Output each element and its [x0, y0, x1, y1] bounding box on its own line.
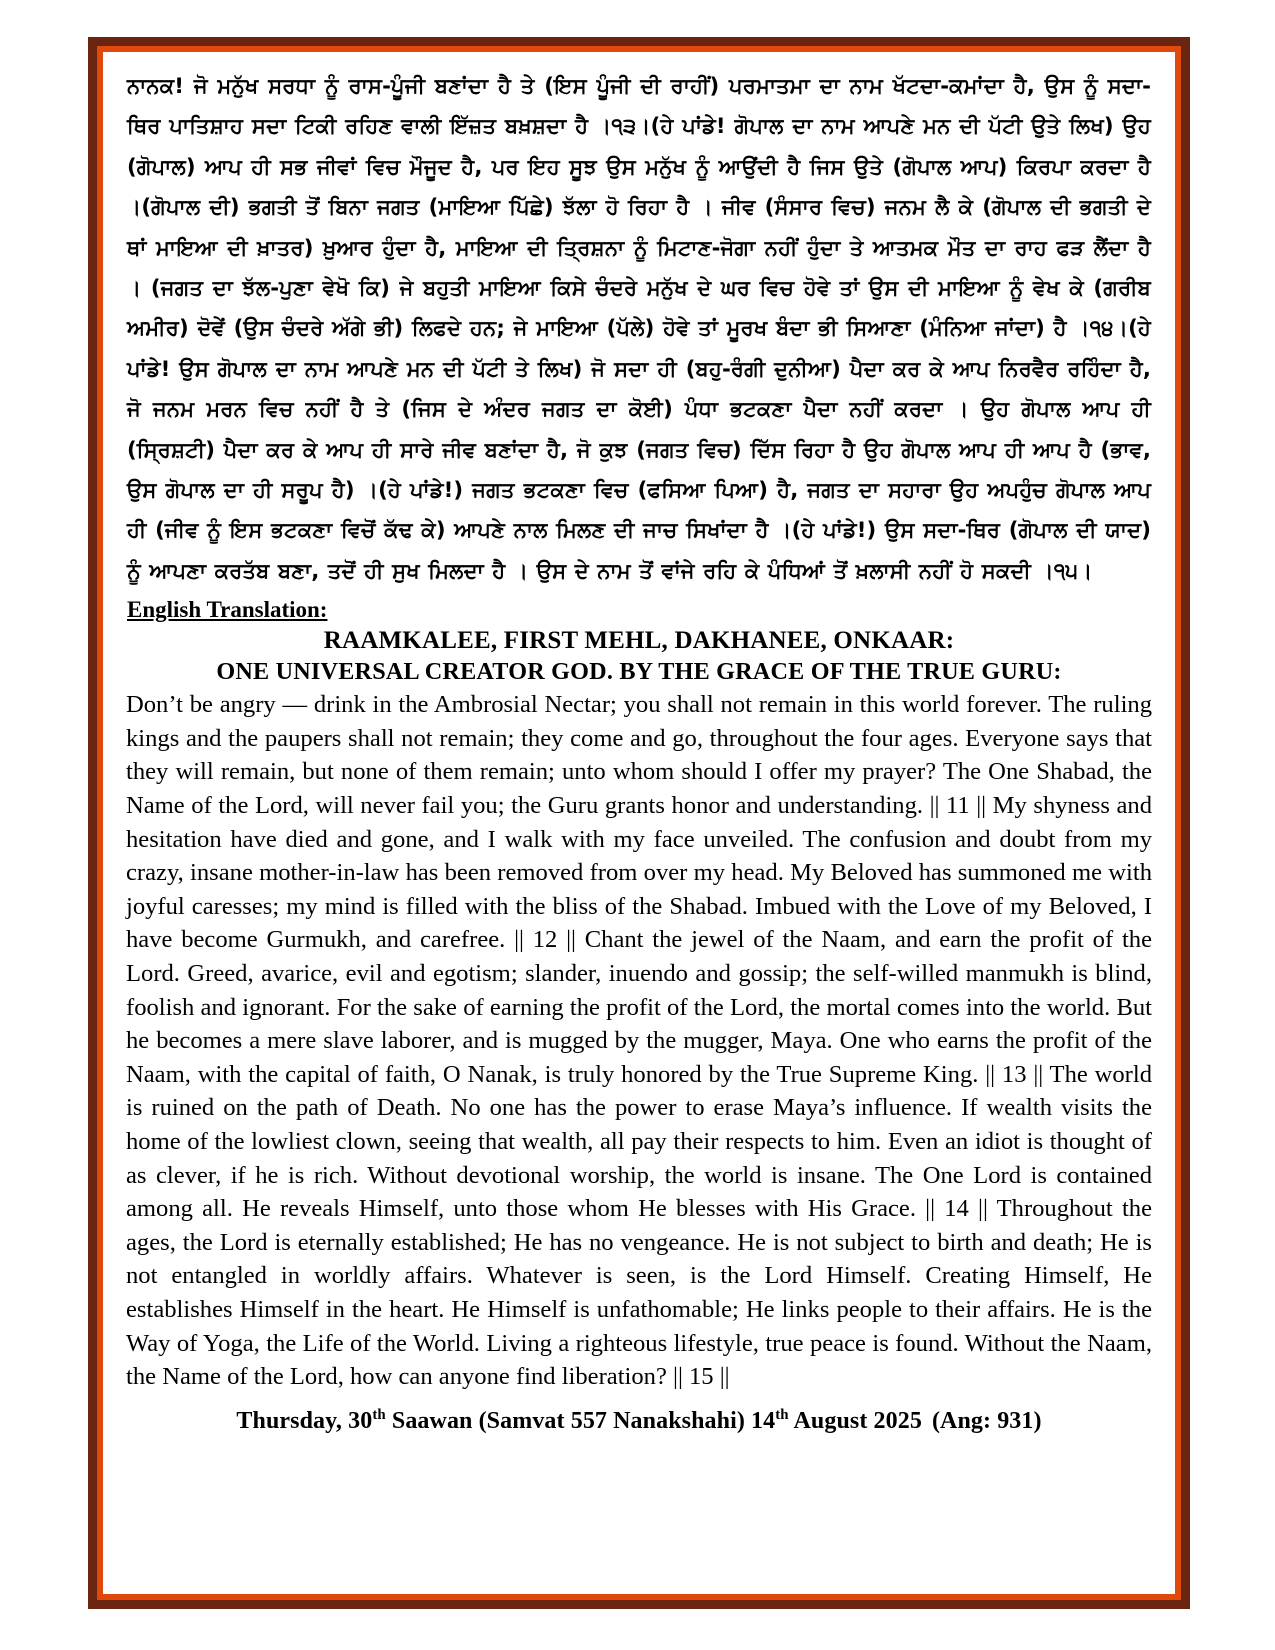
- footer-nanakshahi-day: 30: [348, 1407, 373, 1434]
- footer-nanakshahi-month: Saawan (Samvat 557 Nanakshahi): [385, 1407, 752, 1434]
- gurmukhi-commentary-paragraph: ਨਾਨਕ! ਜੋ ਮਨੁੱਖ ਸਰਧਾ ਨੂੰ ਰਾਸ-ਪੂੰਜੀ ਬਣਾਂਦਾ ਹੈ ਤੇ (ਇਸ ਪੂੰਜੀ ਦੀ ਰਾਹੀਂ) ਪਰਮਾਤਮਾ ਦਾ ਨਾਮ ਖੱਟਦਾ-ਕਮਾਂਦਾ ਹੈ, ਉਸ ਨੂੰ ਸਦਾ-ਥਿਰ ਪਾਤਿਸ਼ਾਹ ਸਦਾ ਟਿਕੀ ਰਹਿਣ ਵਾਲੀ ਇੱਜ਼ਤ ਬਖ਼ਸ਼ਦਾ ਹੈ ।੧੩।(ਹੇ ਪਾਂਡੇ! ਗੋਪਾਲ ਦਾ ਨਾਮ ਆਪਣੇ ਮਨ ਦੀ ਪੱਟੀ ਉੁਤੇ ਲਿਖ) ਉਹ (ਗੋਪਾਲ) ਆਪ ਹੀ ਸਭ ਜੀਵਾਂ ਵਿਚ ਮੌਜੂਦ ਹੈ, ਪਰ ਇਹ ਸੂਝ ਉਸ ਮਨੁੱਖ ਨੂੰ ਆਉਂਦੀ ਹੈ ਜਿਸ ਉੁਤੇ (ਗੋਪਾਲ ਆਪ) ਕਿਰਪਾ ਕਰਦਾ ਹੈ ।(ਗੋਪਾਲ ਦੀ) ਭਗਤੀ ਤੋਂ ਬਿਨਾ ਜਗਤ (ਮਾਇਆ ਪਿੱਛੇ) ਝੱਲਾ ਹੋ ਰਿਹਾ ਹੈ । ਜੀਵ (ਸੰਸਾਰ ਵਿਚ) ਜਨਮ ਲੈ ਕੇ (ਗੋਪਾਲ ਦੀ ਭਗਤੀ ਦੇ ਥਾਂ ਮਾਇਆ ਦੀ ਖ਼ਾਤਰ) ਖ਼ੁਆਰ ਹੁੰਦਾ ਹੈ, ਮਾਇਆ ਦੀ ਤ੍ਰਿਸ਼ਨਾ ਨੂੰ ਮਿਟਾਣ-ਜੋਗਾ ਨਹੀਂ ਹੁੰਦਾ ਤੇ ਆਤਮਕ ਮੌਤ ਦਾ ਰਾਹ ਫੜ ਲੈਂਦਾ ਹੈ । (ਜਗਤ ਦਾ ਝੱਲ-ਪੁਣਾ ਵੇਖੋ ਕਿ) ਜੇ ਬਹੁਤੀ ਮਾਇਆ ਕਿਸੇ ਚੰਦਰੇ ਮਨੁੱਖ ਦੇ ਘਰ ਵਿਚ ਹੋਵੇ ਤਾਂ ਉਸ ਦੀ ਮਾਇਆ ਨੂੰ ਵੇਖ ਕੇ (ਗਰੀਬ ਅਮੀਰ) ਦੋਵੇਂ (ਉਸ ਚੰਦਰੇ ਅੱਗੇ ਭੀ) ਲਿਫਦੇ ਹਨ; ਜੇ ਮਾਇਆ (ਪੱਲੇ) ਹੋਵੇ ਤਾਂ ਮੂਰਖ ਬੰਦਾ ਭੀ ਸਿਆਣਾ (ਮੰਨਿਆ ਜਾਂਦਾ) ਹੈ ।੧੪।(ਹੇ ਪਾਂਡੇ! ਉਸ ਗੋਪਾਲ ਦਾ ਨਾਮ ਆਪਣੇ ਮਨ ਦੀ ਪੱਟੀ ਤੇ ਲਿਖ) ਜੋ ਸਦਾ ਹੀ (ਬਹੁ-ਰੰਗੀ ਦੁਨੀਆ) ਪੈਦਾ ਕਰ ਕੇ ਆਪ ਨਿਰਵੈਰ ਰਹਿੰਦਾ ਹੈ, ਜੋ ਜਨਮ ਮਰਨ ਵਿਚ ਨਹੀਂ ਹੈ ਤੇ (ਜਿਸ ਦੇ ਅੰਦਰ ਜਗਤ ਦਾ ਕੋਈ) ਪੰਧਾ ਭਟਕਣਾ ਪੈਦਾ ਨਹੀਂ ਕਰਦਾ । ਉਹ ਗੋਪਾਲ ਆਪ ਹੀ (ਸ੍ਰਿਸ਼ਟੀ) ਪੈਦਾ ਕਰ ਕੇ ਆਪ ਹੀ ਸਾਰੇ ਜੀਵ ਬਣਾਂਦਾ ਹੈ, ਜੋ ਕੁਝ (ਜਗਤ ਵਿਚ) ਦਿੱਸ ਰਿਹਾ ਹੈ ਉਹ ਗੋਪਾਲ ਆਪ ਹੀ ਆਪ ਹੈ (ਭਾਵ, ਉਸ ਗੋਪਾਲ ਦਾ ਹੀ ਸਰੂਪ ਹੈ) ।(ਹੇ ਪਾਂਡੇ!) ਜਗਤ ਭਟਕਣਾ ਵਿਚ (ਫਸਿਆ ਪਿਆ) ਹੈ, ਜਗਤ ਦਾ ਸਹਾਰਾ ਉਹ ਅਪਹੁੰਚ ਗੋਪਾਲ ਆਪ ਹੀ (ਜੀਵ ਨੂੰ ਇਸ ਭਟਕਣਾ ਵਿਚੋਂ ਕੱਢ ਕੇ) ਆਪਣੇ ਨਾਲ ਮਿਲਣ ਦੀ ਜਾਚ ਸਿਖਾਂਦਾ ਹੈ ।(ਹੇ ਪਾਂਡੇ!) ਉਸ ਸਦਾ-ਥਿਰ (ਗੋਪਾਲ ਦੀ ਯਾਦ) ਨੂੰ ਆਪਣਾ ਕਰਤੱਬ ਬਣਾ, ਤਦੋਂ ਹੀ ਸੁਖ ਮਿਲਦਾ ਹੈ । ਉਸ ਦੇ ਨਾਮ ਤੋਂ ਵਾਂਜੇ ਰਹਿ ਕੇ ਪੰਧਿਆਂ ਤੋਂ ਖ਼ਲਾਸੀ ਨਹੀਂ ਹੋ ਸਕਦੀ ।੧੫।: [127, 73, 1151, 583]
- footer-gregorian-rest: August 2025: [788, 1407, 922, 1434]
- footer-weekday: Thursday,: [236, 1407, 349, 1434]
- footer-date-line: [125, 1406, 1153, 1436]
- footer-gregorian-day: 14: [751, 1407, 776, 1434]
- footer-gregorian-day-suffix: th: [775, 1406, 789, 1423]
- english-translation-label: English Translation:: [127, 597, 328, 623]
- english-translation-body: Don’t be angry — drink in the Ambrosial Nectar; you shall not remain in this world forever. The ruling kings and the paupers shall not remain; they come and go, throughout the four ages. Everyone says that they will remain, but none of them remain; unto whom should I offer my prayer? The One Shabad, the Name of the Lord, will never fail you; the Guru grants honor and understanding. || 11 || My shyness and hesitation have died and gone, and I walk with my face unveiled. The confusion and doubt from my crazy, insane mother-in-law has been removed from over my head. My Beloved has summoned me with joyful caresses; my mind is filled with the bliss of the Shabad. Imbued with the Love of my Beloved, I have become Gurmukh, and carefree. || 12 || Chant the jewel of the Naam, and earn the profit of the Lord. Greed, avarice, evil and egotism; slander, inuendo and gossip; the self-willed manmukh is blind, foolish and ignorant. For the sake of earning the profit of the Lord, the mortal comes into the world. But he becomes a mere slave laborer, and is mugged by the mugger, Maya. One who earns the profit of the Naam, with the capital of faith, O Nanak, is truly honored by the True Supreme King. || 13 || The world is ruined on the path of Death. No one has the power to erase Maya’s influence. If wealth visits the home of the lowliest clown, seeing that wealth, all pay their respects to him. Even an idiot is thought of as clever, if he is rich. Without devotional worship, the world is insane. The One Lord is contained among all. He reveals Himself, unto those whom He blesses with His Grace. || 14 || Throughout the ages, the Lord is eternally established; He has no vengeance. He is not subject to birth and death; He is not entangled in worldly affairs. Whatever is seen, is the Lord Himself. Creating Himself, He establishes Himself in the heart. He Himself is unfathomable; He links people to their affairs. He is the Way of Yoga, the Life of the World. Living a righteous lifestyle, true peace is found. Without the Naam, the Name of the Lord, how can anyone find liberation? || 15 ||: [126, 691, 1152, 1391]
- shabad-title-line-2: ONE UNIVERSAL CREATOR GOD. BY THE GRACE OF THE TRUE GURU:: [216, 658, 1062, 686]
- page-content: [103, 52, 1175, 1594]
- shabad-title-line-1: RAAMKALEE, FIRST MEHL, DAKHANEE, ONKAAR:: [323, 627, 955, 655]
- english-translation-label-row: [125, 593, 1153, 625]
- footer-ang-reference: (Ang: 931): [931, 1407, 1042, 1434]
- decorative-border-inner: [97, 46, 1181, 1600]
- footer-nanakshahi-day-suffix: th: [372, 1406, 386, 1423]
- decorative-border-outer: [88, 37, 1190, 1609]
